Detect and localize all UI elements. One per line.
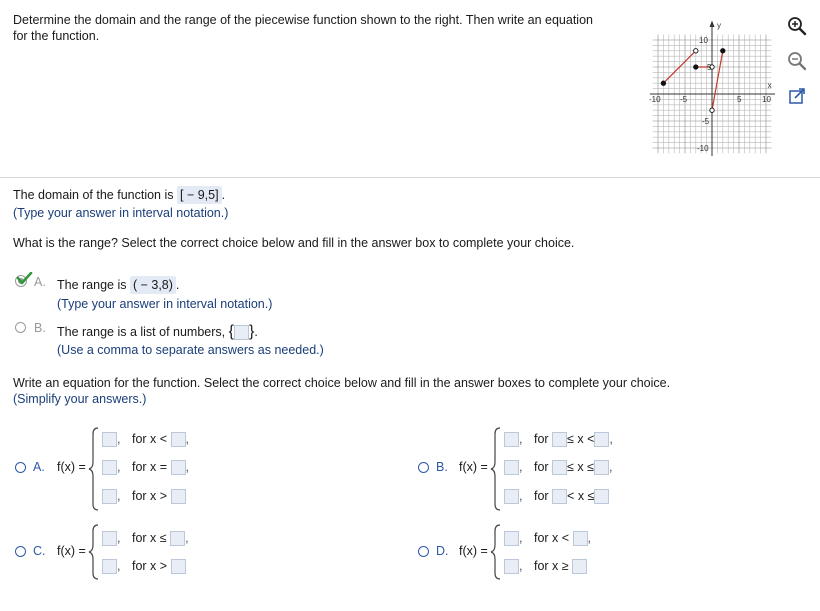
equation-c-value-2[interactable] [102,559,117,574]
tick-label-x-neg10: -10 [649,95,661,104]
equation-option-c-letter: C. [33,544,46,558]
open-endpoint [694,49,698,53]
equation-b-for-1: for [533,432,549,446]
range-option-b[interactable] [57,324,258,340]
popout-icon[interactable] [786,85,808,107]
equation-b-value-3[interactable] [504,489,519,504]
equation-b-value-2[interactable] [504,460,519,475]
equation-c-bound-2[interactable] [171,559,186,574]
equation-a-cond-1: for x < [131,432,168,446]
y-axis-label: y [717,21,721,31]
equation-b-upper-1[interactable] [594,432,609,447]
equation-d-brace [490,523,502,581]
equation-d-value-1[interactable] [504,531,519,546]
equation-d-row-1: , for x < , [504,530,591,546]
equation-b-for-2: for [533,460,549,474]
equation-b-upper-2[interactable] [594,460,609,475]
equation-a-bound-2[interactable] [171,460,186,475]
equation-a-bound-1[interactable] [171,432,186,447]
equation-option-c-radio[interactable] [15,546,26,557]
equation-a-value-1[interactable] [102,432,117,447]
equation-a-row-3: , for x > [102,488,186,504]
range-option-b-letter: B. [34,321,46,335]
question-prompt [13,12,623,44]
range-option-b-radio[interactable] [15,322,26,333]
equation-option-b-radio[interactable] [418,462,429,473]
closed-endpoint [694,65,698,69]
equation-d-cond-1: for x < [533,531,570,545]
equation-d-row-2: , for x ≥ [504,558,587,574]
equation-a-row-2: , for x = , [102,459,189,475]
range-b-suffix: . [254,325,258,339]
equation-b-fx: f(x) = [459,460,488,474]
equation-d-value-2[interactable] [504,559,519,574]
range-a-suffix: . [175,278,180,292]
equation-d-bound-1[interactable] [573,531,588,546]
equation-b-cond-2: ≤ x ≤ [567,460,594,474]
equation-c-brace [88,523,100,581]
equation-a-cond-3: for x > [131,489,168,503]
y-axis-arrow [710,21,715,27]
range-a-value[interactable]: ( − 3,8) [130,276,176,294]
equation-a-bound-3[interactable] [171,489,186,504]
range-a-prefix: The range is [57,278,127,292]
equation-b-lower-2[interactable] [552,460,567,475]
equation-hint: (Simplify your answers.) [13,392,147,406]
closed-endpoint [721,49,725,53]
equation-d-cond-2: for x ≥ [533,559,569,573]
equation-b-lower-3[interactable] [552,489,567,504]
equation-b-value-1[interactable] [504,432,519,447]
equation-b-row-2: , for ≤ x ≤ , [504,459,612,475]
equation-c-bound-1[interactable] [170,531,185,546]
equation-b-brace [490,426,502,512]
tick-label-x-10: 10 [762,95,771,104]
range-question: What is the range? Select the correct choice below and fill in the answer box to complete your choice. [13,236,575,250]
domain-prefix: The domain of the function is [13,188,174,202]
tick-label-y-neg5: -5 [702,117,710,126]
piecewise-graph [640,16,775,156]
range-b-prefix: The range is a list of numbers, [57,325,226,339]
range-b-hint: (Use a comma to separate answers as needed.) [57,343,324,357]
equation-question: Write an equation for the function. Select the correct choice below and fill in the answer boxes to complete your choice. [13,376,671,390]
equation-d-bound-2[interactable] [572,559,587,574]
tick-label-y-neg10: -10 [697,144,709,153]
prompt-line-1: Determine the domain and the range of the piecewise function shown to the right. Then write an equation [13,13,593,27]
domain-answer [13,186,225,204]
equation-b-cond-1: ≤ x < [567,432,595,446]
prompt-line-2: for the function. [13,29,100,43]
range-option-a-letter: A. [34,275,46,289]
zoom-in-icon[interactable] [786,15,808,37]
equation-a-value-2[interactable] [102,460,117,475]
equation-c-value-1[interactable] [102,531,117,546]
domain-hint: (Type your answer in interval notation.) [13,206,229,220]
equation-a-fx: f(x) = [57,460,86,474]
equation-option-a-letter: A. [33,460,45,474]
tick-label-x-neg5: -5 [680,95,688,104]
equation-b-row-3: , for < x ≤ [504,488,609,504]
x-axis-label: x [767,81,772,90]
equation-c-fx: f(x) = [57,544,86,558]
correct-check-icon [14,272,34,288]
function-points [661,49,725,113]
open-endpoint [710,108,714,112]
range-a-hint: (Type your answer in interval notation.) [57,297,273,311]
equation-a-cond-2: for x = [131,460,168,474]
equation-a-value-3[interactable] [102,489,117,504]
range-option-a[interactable] [57,276,179,294]
range-b-open-brace: { [228,323,234,340]
tick-label-y-10: 10 [699,36,708,45]
equation-a-brace [88,426,100,512]
equation-option-d-letter: D. [436,544,449,558]
equation-b-upper-3[interactable] [594,489,609,504]
equation-option-a-radio[interactable] [15,462,26,473]
equation-b-lower-1[interactable] [552,432,567,447]
tick-label-y-5: 5 [707,63,712,72]
zoom-out-icon[interactable] [786,50,808,72]
closed-endpoint [661,81,665,85]
function-segments [663,51,722,110]
equation-b-cond-3: < x ≤ [567,489,595,503]
equation-c-cond-2: for x > [131,559,168,573]
range-b-input[interactable] [234,325,249,340]
equation-c-row-2: , for x > [102,558,186,574]
range-b-close-brace: } [248,323,255,340]
equation-c-cond-1: for x ≤ [131,531,167,545]
equation-d-fx: f(x) = [459,544,488,558]
domain-value[interactable]: [ − 9,5] [177,186,222,204]
equation-b-for-3: for [533,489,549,503]
domain-suffix: . [221,188,226,202]
tick-label-x-5: 5 [737,95,742,104]
equation-option-d-radio[interactable] [418,546,429,557]
section-divider [0,177,820,178]
equation-option-b-letter: B. [436,460,448,474]
equation-c-row-1: , for x ≤ , [102,530,189,546]
equation-b-row-1: , for ≤ x < , [504,431,613,447]
equation-a-row-1: , for x < , [102,431,189,447]
